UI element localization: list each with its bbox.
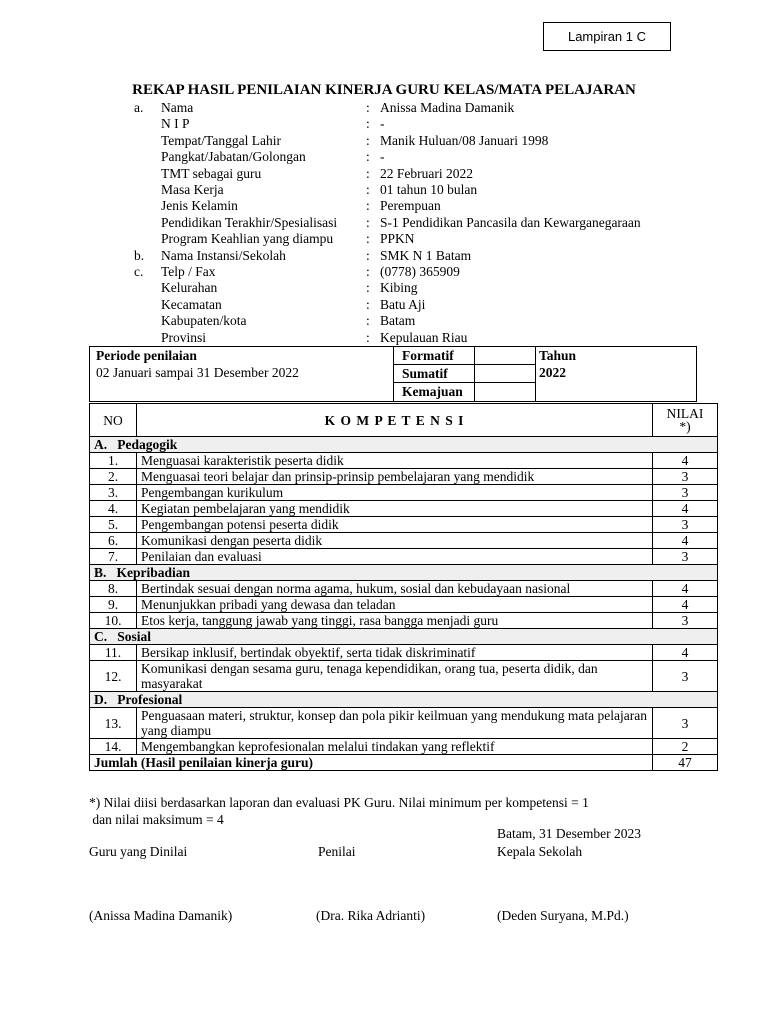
table-row [90, 549, 718, 565]
row-nilai: 4 [653, 645, 718, 661]
periode-type-formatif: Formatif [393, 347, 474, 365]
periode-box [89, 346, 697, 402]
header-nilai-note: *) [679, 419, 691, 434]
total-row [90, 755, 718, 771]
row-nilai: 4 [653, 533, 718, 549]
tahun-cell [535, 347, 696, 401]
row-number: 6. [90, 533, 137, 549]
table-header [90, 404, 718, 437]
row-nilai: 3 [653, 517, 718, 533]
row-kompetensi: Penilaian dan evaluasi [137, 549, 653, 565]
periode-type-kemajuan: Kemajuan [393, 383, 474, 401]
periode-cell [90, 347, 393, 401]
lampiran-label: Lampiran 1 C [567, 29, 647, 44]
table-row [90, 453, 718, 469]
info-value: - [380, 149, 385, 165]
row-kompetensi: Komunikasi dengan sesama guru, tenaga kependidikan, orang tua, peserta didik, dan masyarakat [137, 661, 653, 692]
info-mark: a. [134, 100, 144, 115]
row-number: 2. [90, 469, 137, 485]
info-value: Kepulauan Riau [380, 329, 468, 345]
header-no: NO [90, 404, 137, 437]
info-label: Tempat/Tanggal Lahir [161, 132, 281, 148]
kepala-name: (Deden Suryana, M.Pd.) [497, 908, 629, 923]
row-nilai: 4 [653, 581, 718, 597]
table-row [90, 708, 718, 739]
info-colon: : [366, 116, 370, 132]
info-label: Jenis Kelamin [161, 198, 238, 214]
info-value: PPKN [380, 231, 415, 247]
info-colon: : [366, 231, 370, 247]
row-nilai: 3 [653, 549, 718, 565]
row-nilai: 3 [653, 613, 718, 629]
info-value: - [380, 116, 385, 132]
periode-label: Periode penilaian [96, 348, 197, 363]
periode-type-sumatif: Sumatif [393, 365, 474, 383]
row-nilai: 4 [653, 453, 718, 469]
section-title: B. Kepribadian [90, 565, 718, 581]
info-colon: : [366, 214, 370, 230]
row-kompetensi: Bersikap inklusif, bertindak obyektif, serta tidak diskriminatif [137, 645, 653, 661]
total-value: 47 [653, 755, 718, 771]
info-colon: : [366, 329, 370, 345]
row-kompetensi: Pengembangan kurikulum [137, 485, 653, 501]
section-title: D. Profesional [90, 692, 718, 708]
row-kompetensi: Kegiatan pembelajaran yang mendidik [137, 501, 653, 517]
info-label: Kecamatan [161, 296, 222, 312]
row-number: 14. [90, 739, 137, 755]
table-row [90, 469, 718, 485]
info-value: S-1 Pendidikan Pancasila dan Kewarganegaraan [380, 214, 641, 230]
section-row [90, 565, 718, 581]
info-label: Pendidikan Terakhir/Spesialisasi [161, 214, 338, 230]
table-row [90, 613, 718, 629]
row-kompetensi: Menguasai teori belajar dan prinsip-prinsip pembelajaran yang mendidik [137, 469, 653, 485]
table-row [90, 645, 718, 661]
periode-value: 02 Januari sampai 31 Desember 2022 [96, 365, 299, 380]
info-colon: : [366, 296, 370, 312]
info-colon: : [366, 182, 370, 197]
footnote-line-2: dan nilai maksimum = 4 [89, 812, 224, 827]
info-mark: c. [134, 264, 144, 279]
table-row [90, 739, 718, 755]
table-row [90, 517, 718, 533]
row-kompetensi: Menunjukkan pribadi yang dewasa dan teladan [137, 597, 653, 613]
footnote-line-1: *) Nilai diisi berdasarkan laporan dan evaluasi PK Guru. Nilai minimum per kompetensi = 1 [89, 795, 589, 810]
tahun-label: Tahun [539, 348, 577, 363]
info-label: Kelurahan [161, 280, 218, 296]
kemajuan-box [474, 383, 535, 401]
sumatif-box [474, 365, 535, 383]
row-number: 1. [90, 453, 137, 469]
lampiran-box [543, 22, 671, 51]
info-label: Nama [161, 100, 194, 115]
row-number: 12. [90, 661, 137, 692]
row-nilai: 3 [653, 469, 718, 485]
row-number: 13. [90, 708, 137, 739]
info-label: Pangkat/Jabatan/Golongan [161, 149, 306, 165]
info-mark: b. [134, 247, 145, 263]
header-kompetensi: K O M P E T E N S I [137, 404, 653, 437]
info-label: TMT sebagai guru [161, 165, 262, 181]
penilai-name: (Dra. Rika Adrianti) [316, 908, 426, 923]
info-value: Perempuan [380, 198, 441, 214]
total-label: Jumlah (Hasil penilaian kinerja guru) [90, 755, 653, 771]
footnote [89, 794, 589, 828]
row-number: 4. [90, 501, 137, 517]
info-colon: : [366, 247, 370, 263]
section-title: C. Sosial [90, 629, 718, 645]
info-label: N I P [161, 116, 190, 132]
info-colon: : [366, 100, 370, 115]
row-number: 10. [90, 613, 137, 629]
info-label: Program Keahlian yang diampu [161, 231, 334, 247]
info-value: Batu Aji [380, 296, 426, 312]
row-number: 7. [90, 549, 137, 565]
section-title: A. Pedagogik [90, 437, 718, 453]
info-value: Anissa Madina Damanik [380, 100, 515, 115]
row-kompetensi: Menguasai karakteristik peserta didik [137, 453, 653, 469]
row-nilai: 4 [653, 597, 718, 613]
place-date: Batam, 31 Desember 2023 [497, 826, 641, 841]
info-value: Batam [380, 313, 416, 329]
row-number: 5. [90, 517, 137, 533]
row-kompetensi: Bertindak sesuai dengan norma agama, hukum, sosial dan kebudayaan nasional [137, 581, 653, 597]
kompetensi-table [89, 403, 718, 771]
row-kompetensi: Penguasaan materi, struktur, konsep dan pola pikir keilmuan yang mendukung mata pelajaran yang diampu [137, 708, 653, 739]
document-title: REKAP HASIL PENILAIAN KINERJA GURU KELAS/MATA PELAJARAN [132, 82, 636, 98]
info-colon: : [366, 132, 370, 148]
table-row [90, 661, 718, 692]
header-nilai-label: NILAI [666, 406, 704, 421]
info-colon: : [366, 198, 370, 214]
row-nilai: 3 [653, 485, 718, 501]
table-row [90, 597, 718, 613]
row-kompetensi: Mengembangkan keprofesionalan melalui tindakan yang reflektif [137, 739, 653, 755]
section-row [90, 629, 718, 645]
info-colon: : [366, 165, 370, 181]
info-label: Provinsi [161, 329, 207, 345]
table-row [90, 485, 718, 501]
table-row [90, 533, 718, 549]
info-value: 22 Februari 2022 [380, 165, 473, 181]
info-value: Manik Huluan/08 Januari 1998 [380, 132, 549, 148]
info-value: 01 tahun 10 bulan [380, 182, 478, 197]
table-row [90, 501, 718, 517]
row-number: 9. [90, 597, 137, 613]
row-nilai: 3 [653, 661, 718, 692]
row-kompetensi: Pengembangan potensi peserta didik [137, 517, 653, 533]
info-colon: : [366, 149, 370, 165]
info-value: Kibing [380, 280, 418, 296]
guru-label: Guru yang Dinilai [89, 844, 188, 859]
table-row [90, 581, 718, 597]
tahun-value: 2022 [539, 365, 566, 380]
row-nilai: 3 [653, 708, 718, 739]
info-label: Kabupaten/kota [161, 313, 247, 329]
info-value: (0778) 365909 [380, 264, 460, 279]
penilai-label: Penilai [318, 844, 356, 859]
row-number: 8. [90, 581, 137, 597]
info-value: SMK N 1 Batam [380, 247, 472, 263]
info-label: Masa Kerja [161, 182, 224, 197]
row-number: 11. [90, 645, 137, 661]
row-number: 3. [90, 485, 137, 501]
row-nilai: 2 [653, 739, 718, 755]
info-colon: : [366, 313, 370, 329]
info-label: Nama Instansi/Sekolah [161, 247, 286, 263]
row-kompetensi: Komunikasi dengan peserta didik [137, 533, 653, 549]
info-colon: : [366, 280, 370, 296]
header-nilai [653, 404, 718, 437]
info-colon: : [366, 264, 370, 279]
row-kompetensi: Etos kerja, tanggung jawab yang tinggi, rasa bangga menjadi guru [137, 613, 653, 629]
section-row [90, 692, 718, 708]
kepala-label: Kepala Sekolah [497, 844, 583, 859]
info-label: Telp / Fax [161, 264, 216, 279]
row-nilai: 4 [653, 501, 718, 517]
formatif-box [474, 347, 535, 365]
guru-name: (Anissa Madina Damanik) [89, 908, 233, 923]
section-row [90, 437, 718, 453]
